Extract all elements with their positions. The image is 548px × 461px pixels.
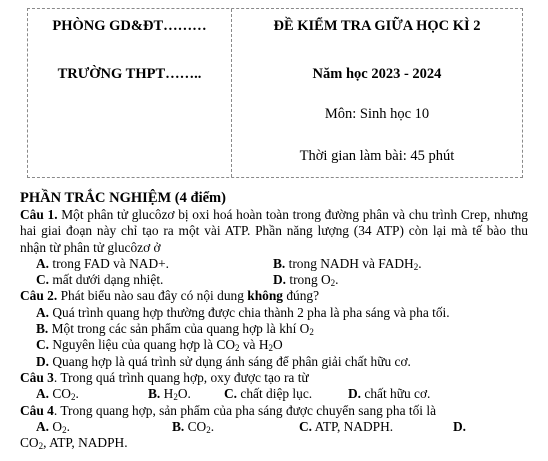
answer-a: A. trong FAD và NAD+. xyxy=(36,255,170,271)
answer-d: D. chất hữu cơ. xyxy=(348,386,431,402)
answer-b: B. $CO_2$. xyxy=(172,418,215,435)
exam-header-table xyxy=(27,8,523,178)
answer-row xyxy=(20,419,528,435)
exam-body xyxy=(20,190,528,451)
answer-c: C. ATP, NADPH. xyxy=(299,418,394,434)
school-name: TRƯỜNG THPT…….. xyxy=(57,66,202,82)
answer-a: A. Quá trình quang hợp thường được chia thành 2 pha là pha sáng và pha tối. xyxy=(36,304,450,320)
answer-b: B. $H_2O$. xyxy=(148,386,191,403)
question-text: Một phân tử glucôzơ bị oxi hoá hoàn toàn trong đường phân và chu trình Crep, nhưng hai giai đoạn này chỉ tạo ra một vài ATP. Phần năng lượng (34 ATP) còn lại mà tế bào thu nhận từ phân tử glucôzơ ở xyxy=(20,207,528,255)
answer-c: C. chất diệp lục. xyxy=(224,386,313,402)
question-1 xyxy=(20,207,528,256)
question-label: Câu 2. xyxy=(20,288,58,304)
exam-title: ĐỀ KIỂM TRA GIỮA HỌC KÌ 2 xyxy=(273,18,481,34)
answer-a: A. $CO_2$. xyxy=(36,386,79,403)
question-3: Câu 3. Trong quá trình quang hợp, oxy được tạo ra từ xyxy=(20,369,309,385)
answer-c: C. Nguyên liệu của quang hợp là $CO_2$ và $H_2O$ xyxy=(36,337,283,354)
answer-b: B. Một trong các sản phẩm của quang hợp là khí $O_2$ xyxy=(36,321,314,338)
question-label: Câu 3 xyxy=(20,369,54,385)
answer-row xyxy=(20,386,528,402)
school-year: Năm học 2023 - 2024 xyxy=(312,66,442,82)
answer-row xyxy=(20,272,528,288)
answer-d-continued: $CO_2$, ATP, NADPH. xyxy=(20,435,128,452)
section-title: PHẦN TRẮC NGHIỆM (4 điểm) xyxy=(20,190,226,206)
answer-d-label: D. xyxy=(453,418,467,434)
question-2: Câu 2. Phát biểu nào sau đây có nội dung không đúng? xyxy=(20,288,320,304)
exam-info-cell xyxy=(232,9,522,177)
question-4: Câu 4. Trong quang hợp, sản phẩm của pha sáng được chuyển sang pha tối là xyxy=(20,402,437,418)
answer-d: D. Quang hợp là quá trình sử dụng ánh sáng để phân giải chất hữu cơ. xyxy=(36,353,411,369)
time-limit: Thời gian làm bài: 45 phút xyxy=(299,148,455,164)
school-info-cell xyxy=(28,9,232,177)
answer-a: A. $O_2$. xyxy=(36,418,70,435)
question-label: Câu 1. xyxy=(20,207,58,222)
answer-d: D. trong $O_2$. xyxy=(273,272,339,289)
question-label: Câu 4 xyxy=(20,402,54,418)
answer-row xyxy=(20,256,528,272)
answer-b: B. trong NADH và $FADH_2$. xyxy=(273,255,422,272)
department-name: PHÒNG GD&ĐT……… xyxy=(52,18,207,34)
answer-c: C. mất dưới dạng nhiệt. xyxy=(36,272,164,288)
subject: Môn: Sinh học 10 xyxy=(324,106,430,122)
